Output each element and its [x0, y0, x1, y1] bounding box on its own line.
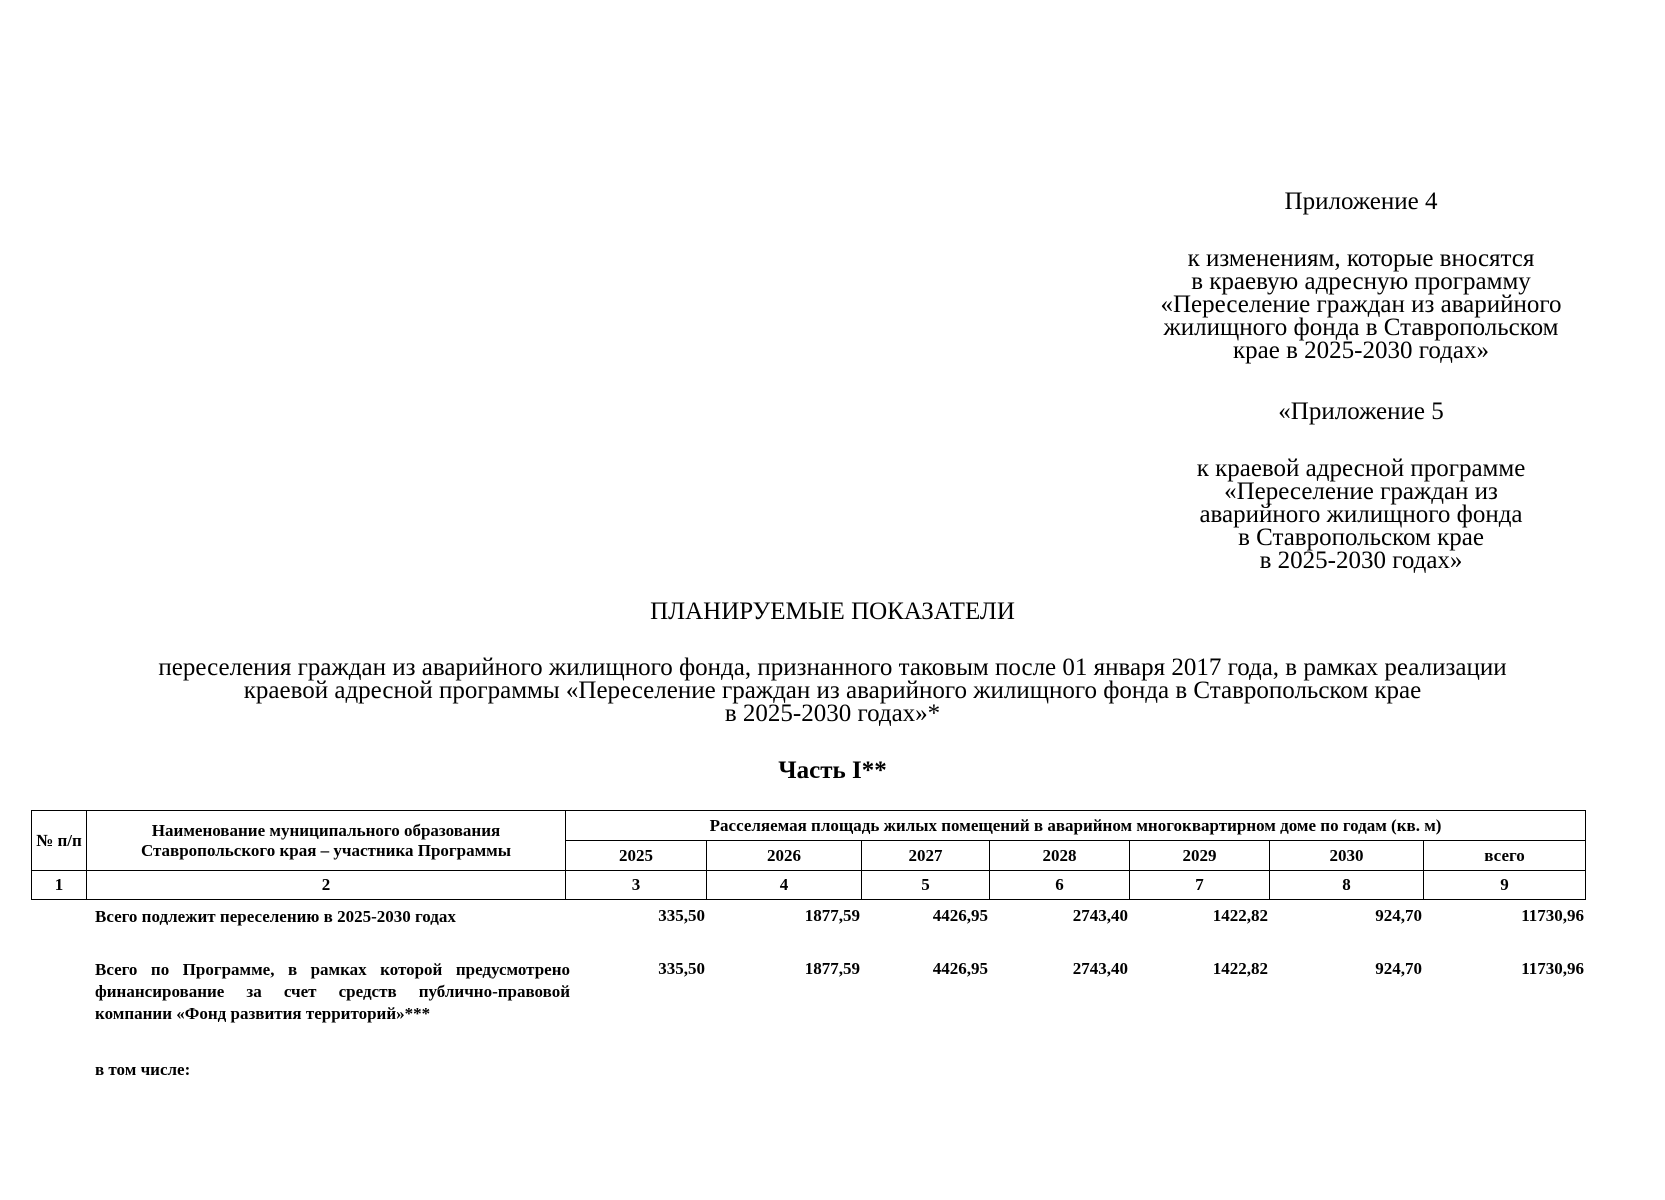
value-2028: 2743,40 — [1072, 959, 1128, 978]
annex-4-line: к изменениям, которые вносятся — [1187, 245, 1535, 272]
annex-4-title: Приложение 4 — [1284, 188, 1438, 215]
year-header-2026: 2026 — [707, 841, 862, 871]
annex-4-line: крае в 2025-2030 годах» — [1233, 337, 1489, 364]
annex-5-title: «Приложение 5 — [1278, 398, 1444, 425]
annex-5-line: в Ставропольском крае — [1238, 524, 1484, 551]
value-2026: 1877,59 — [804, 906, 860, 925]
annex-4-line: жилищного фонда в Ставропольском — [1163, 314, 1559, 341]
value-2028: 2743,40 — [1072, 906, 1128, 925]
area-by-year-group-header: Расселяемая площадь жилых помещений в аварийном многоквартирном доме по годам (кв. м) — [566, 811, 1586, 841]
year-header-2028: 2028 — [990, 841, 1130, 871]
value-total: 11730,96 — [1521, 959, 1584, 978]
value-2030: 924,70 — [1375, 959, 1422, 978]
column-index: 2 — [87, 871, 566, 900]
column-index: 9 — [1424, 871, 1586, 900]
column-index: 5 — [862, 871, 990, 900]
value-2027: 4426,95 — [932, 906, 988, 925]
row-label: Всего по Программе, в рамках которой предусмотрено финансирование за счет средств публично-правовой компании «Фонд развития территорий»*** — [95, 960, 570, 1023]
column-number-header: № п/п — [32, 811, 87, 871]
value-2027: 4426,95 — [932, 959, 988, 978]
value-total: 11730,96 — [1521, 906, 1584, 925]
total-header: всего — [1424, 841, 1586, 871]
year-header-2025: 2025 — [566, 841, 707, 871]
row-label: Всего подлежит переселению в 2025-2030 годах — [95, 907, 456, 926]
value-2029: 1422,82 — [1212, 906, 1268, 925]
column-index: 8 — [1270, 871, 1424, 900]
annex-4-line: «Переселение граждан из аварийного — [1160, 291, 1562, 318]
part-heading: Часть I** — [778, 757, 887, 784]
subtitle-line: переселения граждан из аварийного жилищного фонда, признанного таковым после 01 января 2017 года, в рамках реализации — [158, 654, 1507, 681]
subtitle-line: в 2025-2030 годах»* — [724, 700, 941, 727]
column-index: 4 — [707, 871, 862, 900]
annex-5-caption — [1128, 457, 1594, 572]
indicators-table-header — [31, 810, 1585, 900]
value-2026: 1877,59 — [804, 959, 860, 978]
column-index: 6 — [990, 871, 1130, 900]
annex-5-line: аварийного жилищного фонда — [1199, 501, 1523, 528]
annex-5-line: «Переселение граждан из — [1224, 478, 1498, 505]
annex-5-line: в 2025-2030 годах» — [1259, 547, 1463, 574]
year-header-2030: 2030 — [1270, 841, 1424, 871]
subtitle-line: краевой адресной программы «Переселение граждан из аварийного жилищного фонда в Ставропольском крае — [243, 677, 1422, 704]
year-header-2029: 2029 — [1130, 841, 1270, 871]
column-index: 1 — [32, 871, 87, 900]
value-2030: 924,70 — [1375, 906, 1422, 925]
document-title: ПЛАНИРУЕМЫЕ ПОКАЗАТЕЛИ — [650, 598, 1015, 625]
annex-4-caption — [1128, 247, 1594, 362]
value-2025: 335,50 — [658, 906, 705, 925]
column-municipality-header: Наименование муниципального образования Ставропольского края – участника Программы — [87, 811, 566, 871]
value-2029: 1422,82 — [1212, 959, 1268, 978]
column-index: 7 — [1130, 871, 1270, 900]
header-grid — [31, 810, 1586, 900]
document-subtitle — [0, 656, 1665, 725]
document-page: Приложение 4 к изменениям, которые вносятся в краевую адресную программу «Переселение граждан из аварийного жилищного фонда в Ставропольском крае в 2025-2030 годах» «Приложение 5 к краевой адресной программе «Переселение граждан из аварийного жилищного фонда в Ставропольском крае в 2025-2030 годах» ПЛАНИРУЕМЫЕ ПОКАЗАТЕЛИ переселения граждан из аварийного жилищного фонда, признанного таковым после 01 января 2017 года, в рамках реализации краевой адресной программы «Переселение граждан из аварийного жилищного фонда в Ставропольском крае в 2025-2030 годах»* Часть I** № п/п Наименование муниципального образования Ставропольского края – участника Программы Расселяемая площадь жилых помещений в аварийном многоквартирном доме по годам (кв. м) 2025 2026 2027 2028 2029 2030 всего 1 2 3 4 5 6 7 8 9 Всего подлежит переселению в 2025-2030 годах 335,50 1877,59 4426,95 2743,40 1422,82 924,70 11730,96 Всего по Программе, в рамках которой предусмотрено финансирование за счет средств публично-правовой компании «Фонд развития территорий»*** 335,50 1877,59 4426,95 2743,40 1422,82 924,70 11730,96 в том числе: — [0, 0, 1665, 1200]
annex-4-line: в краевую адресную программу — [1191, 268, 1531, 295]
annex-5-line: к краевой адресной программе — [1196, 455, 1526, 482]
column-index: 3 — [566, 871, 707, 900]
year-header-2027: 2027 — [862, 841, 990, 871]
value-2025: 335,50 — [658, 959, 705, 978]
